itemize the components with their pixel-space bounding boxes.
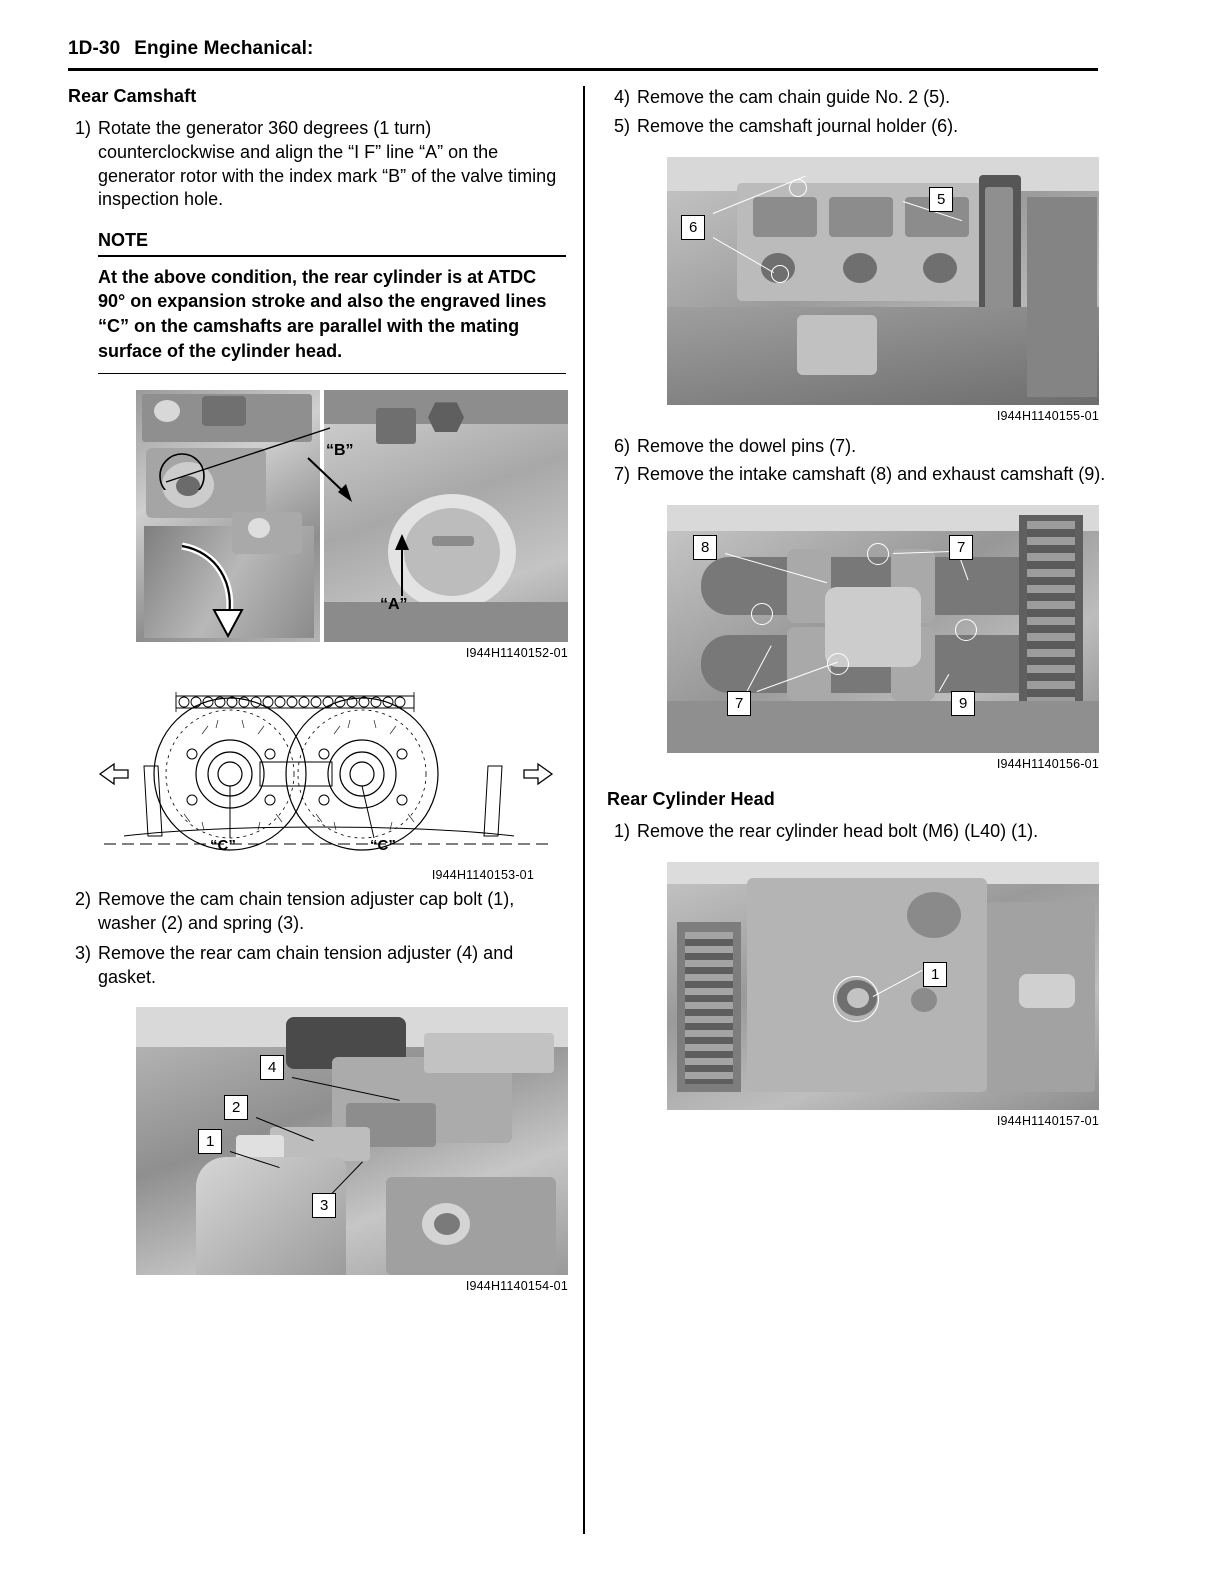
label-b: “B” xyxy=(326,442,354,460)
step-number: 3) xyxy=(74,942,91,963)
step-text: Remove the cam chain tension adjuster cap bolt (1), washer (2) and spring (3). xyxy=(98,889,515,934)
photo-detail xyxy=(324,602,568,642)
column-divider xyxy=(583,86,585,1534)
photo-detail xyxy=(428,402,464,432)
photo-detail xyxy=(424,1033,554,1073)
rear-camshaft-heading: Rear Camshaft xyxy=(68,86,197,106)
dowel-pin-marker xyxy=(867,543,889,565)
figure-cylinder-head-bolt xyxy=(667,862,1099,1128)
right-column xyxy=(607,86,1107,1128)
svg-text:“C”: “C” xyxy=(210,837,236,855)
callout-6-target-b xyxy=(771,265,789,283)
page-title: Engine Mechanical: xyxy=(134,38,314,59)
step-text: Remove the intake camshaft (8) and exhaust camshaft (9). xyxy=(637,464,1106,485)
step-number: 7) xyxy=(613,464,630,485)
step-number: 1) xyxy=(613,821,630,841)
step-text: Remove the rear cam chain tension adjuster (4) and gasket. xyxy=(98,942,514,987)
label-a: “A” xyxy=(380,596,408,614)
figure-code: I944H1140157-01 xyxy=(996,1113,1099,1128)
callout-8: 8 xyxy=(693,535,717,560)
step-text: Remove the dowel pins (7). xyxy=(637,435,857,456)
photo-detail xyxy=(911,988,937,1012)
note-divider-bottom xyxy=(98,373,566,375)
step-number: 2) xyxy=(74,889,91,910)
figure-journal-holder xyxy=(667,157,1099,423)
photo-detail xyxy=(386,1177,556,1275)
note-title: NOTE xyxy=(98,230,149,250)
step-item xyxy=(607,820,1107,844)
photo-detail xyxy=(376,408,416,444)
callout-7-top: 7 xyxy=(949,535,973,560)
photo-detail xyxy=(797,315,877,375)
figure-generator-timing xyxy=(136,390,568,660)
step-text: Rotate the generator 360 degrees (1 turn) counterclockwise and align the “I F” line “A” on the generator rotor with the index mark “B” of the valve timing inspection hole. xyxy=(98,118,557,210)
figure-image xyxy=(136,1007,568,1275)
rotation-arrow-icon xyxy=(170,540,260,638)
note-box xyxy=(98,230,566,374)
camshaft-alignment-drawing xyxy=(84,674,568,864)
step-number: 1) xyxy=(74,118,91,138)
callout-6: 6 xyxy=(681,215,705,240)
step-item xyxy=(68,942,568,990)
callout-1: 1 xyxy=(198,1129,222,1154)
figure-camshaft-alignment xyxy=(84,674,568,882)
figure-code: I944H1140152-01 xyxy=(465,646,568,661)
spring-part xyxy=(270,1127,370,1161)
rear-cylinder-head-heading: Rear Cylinder Head xyxy=(607,789,775,809)
photo-detail xyxy=(1019,974,1075,1008)
step-item xyxy=(68,888,568,936)
dowel-pin-marker xyxy=(751,603,773,625)
page-number: 1D-30 xyxy=(68,38,121,59)
callout-3: 3 xyxy=(312,1193,336,1218)
figure-code: I944H1140155-01 xyxy=(996,408,1099,423)
step-number: 5) xyxy=(613,115,630,136)
figure-camshafts xyxy=(667,505,1099,771)
figure-image xyxy=(84,674,568,864)
left-column xyxy=(68,86,568,1293)
callout-1-head: 1 xyxy=(923,962,947,987)
figure-image xyxy=(667,862,1099,1110)
callout-9: 9 xyxy=(951,691,975,716)
photo-detail xyxy=(843,253,877,283)
photo-detail xyxy=(202,396,246,426)
header-divider xyxy=(68,68,1098,71)
step-number: 4) xyxy=(613,87,630,107)
photo-detail xyxy=(753,197,817,237)
step-item xyxy=(68,117,568,212)
figure-image xyxy=(667,157,1099,405)
callout-2: 2 xyxy=(224,1095,248,1120)
photo-detail xyxy=(829,197,893,237)
figure-tension-adjuster xyxy=(136,1007,568,1293)
svg-text:“C”: “C” xyxy=(370,837,396,855)
figure-image xyxy=(667,505,1099,753)
step-item xyxy=(607,463,1107,487)
cam-chain xyxy=(685,932,733,1084)
figure-image xyxy=(136,390,568,642)
step-text: Remove the camshaft journal holder (6). xyxy=(637,115,959,136)
figure-code: I944H1140156-01 xyxy=(996,757,1099,771)
dowel-pin-marker xyxy=(955,619,977,641)
note-body: At the above condition, the rear cylinder is at ATDC 90° on expansion stroke and also the engraved lines “C” on the camshafts are parallel with the mating surface of the cylinder head. xyxy=(98,266,547,361)
photo-detail xyxy=(907,892,961,938)
dowel-pin-marker xyxy=(827,653,849,675)
figure-code: I944H1140153-01 xyxy=(431,868,534,883)
pane-connector xyxy=(158,424,334,490)
step-item xyxy=(607,86,1107,110)
callout-6-target-a xyxy=(789,179,807,197)
photo-detail xyxy=(923,253,957,283)
photo-detail xyxy=(1027,197,1097,397)
head-bolt-marker xyxy=(833,976,879,1022)
step-number: 6) xyxy=(613,435,630,456)
step-text: Remove the cam chain guide No. 2 (5). xyxy=(637,87,951,107)
photo-detail xyxy=(432,536,474,546)
step-text: Remove the rear cylinder head bolt (M6) (L40) (1). xyxy=(637,821,1039,841)
callout-5: 5 xyxy=(929,187,953,212)
callout-7-bottom: 7 xyxy=(727,691,751,716)
figure-code: I944H1140154-01 xyxy=(465,1279,568,1294)
callout-4: 4 xyxy=(260,1055,284,1080)
step-item xyxy=(607,435,1107,459)
step-item xyxy=(607,115,1107,139)
page-header xyxy=(68,38,1098,60)
label-a-leader xyxy=(384,530,426,600)
